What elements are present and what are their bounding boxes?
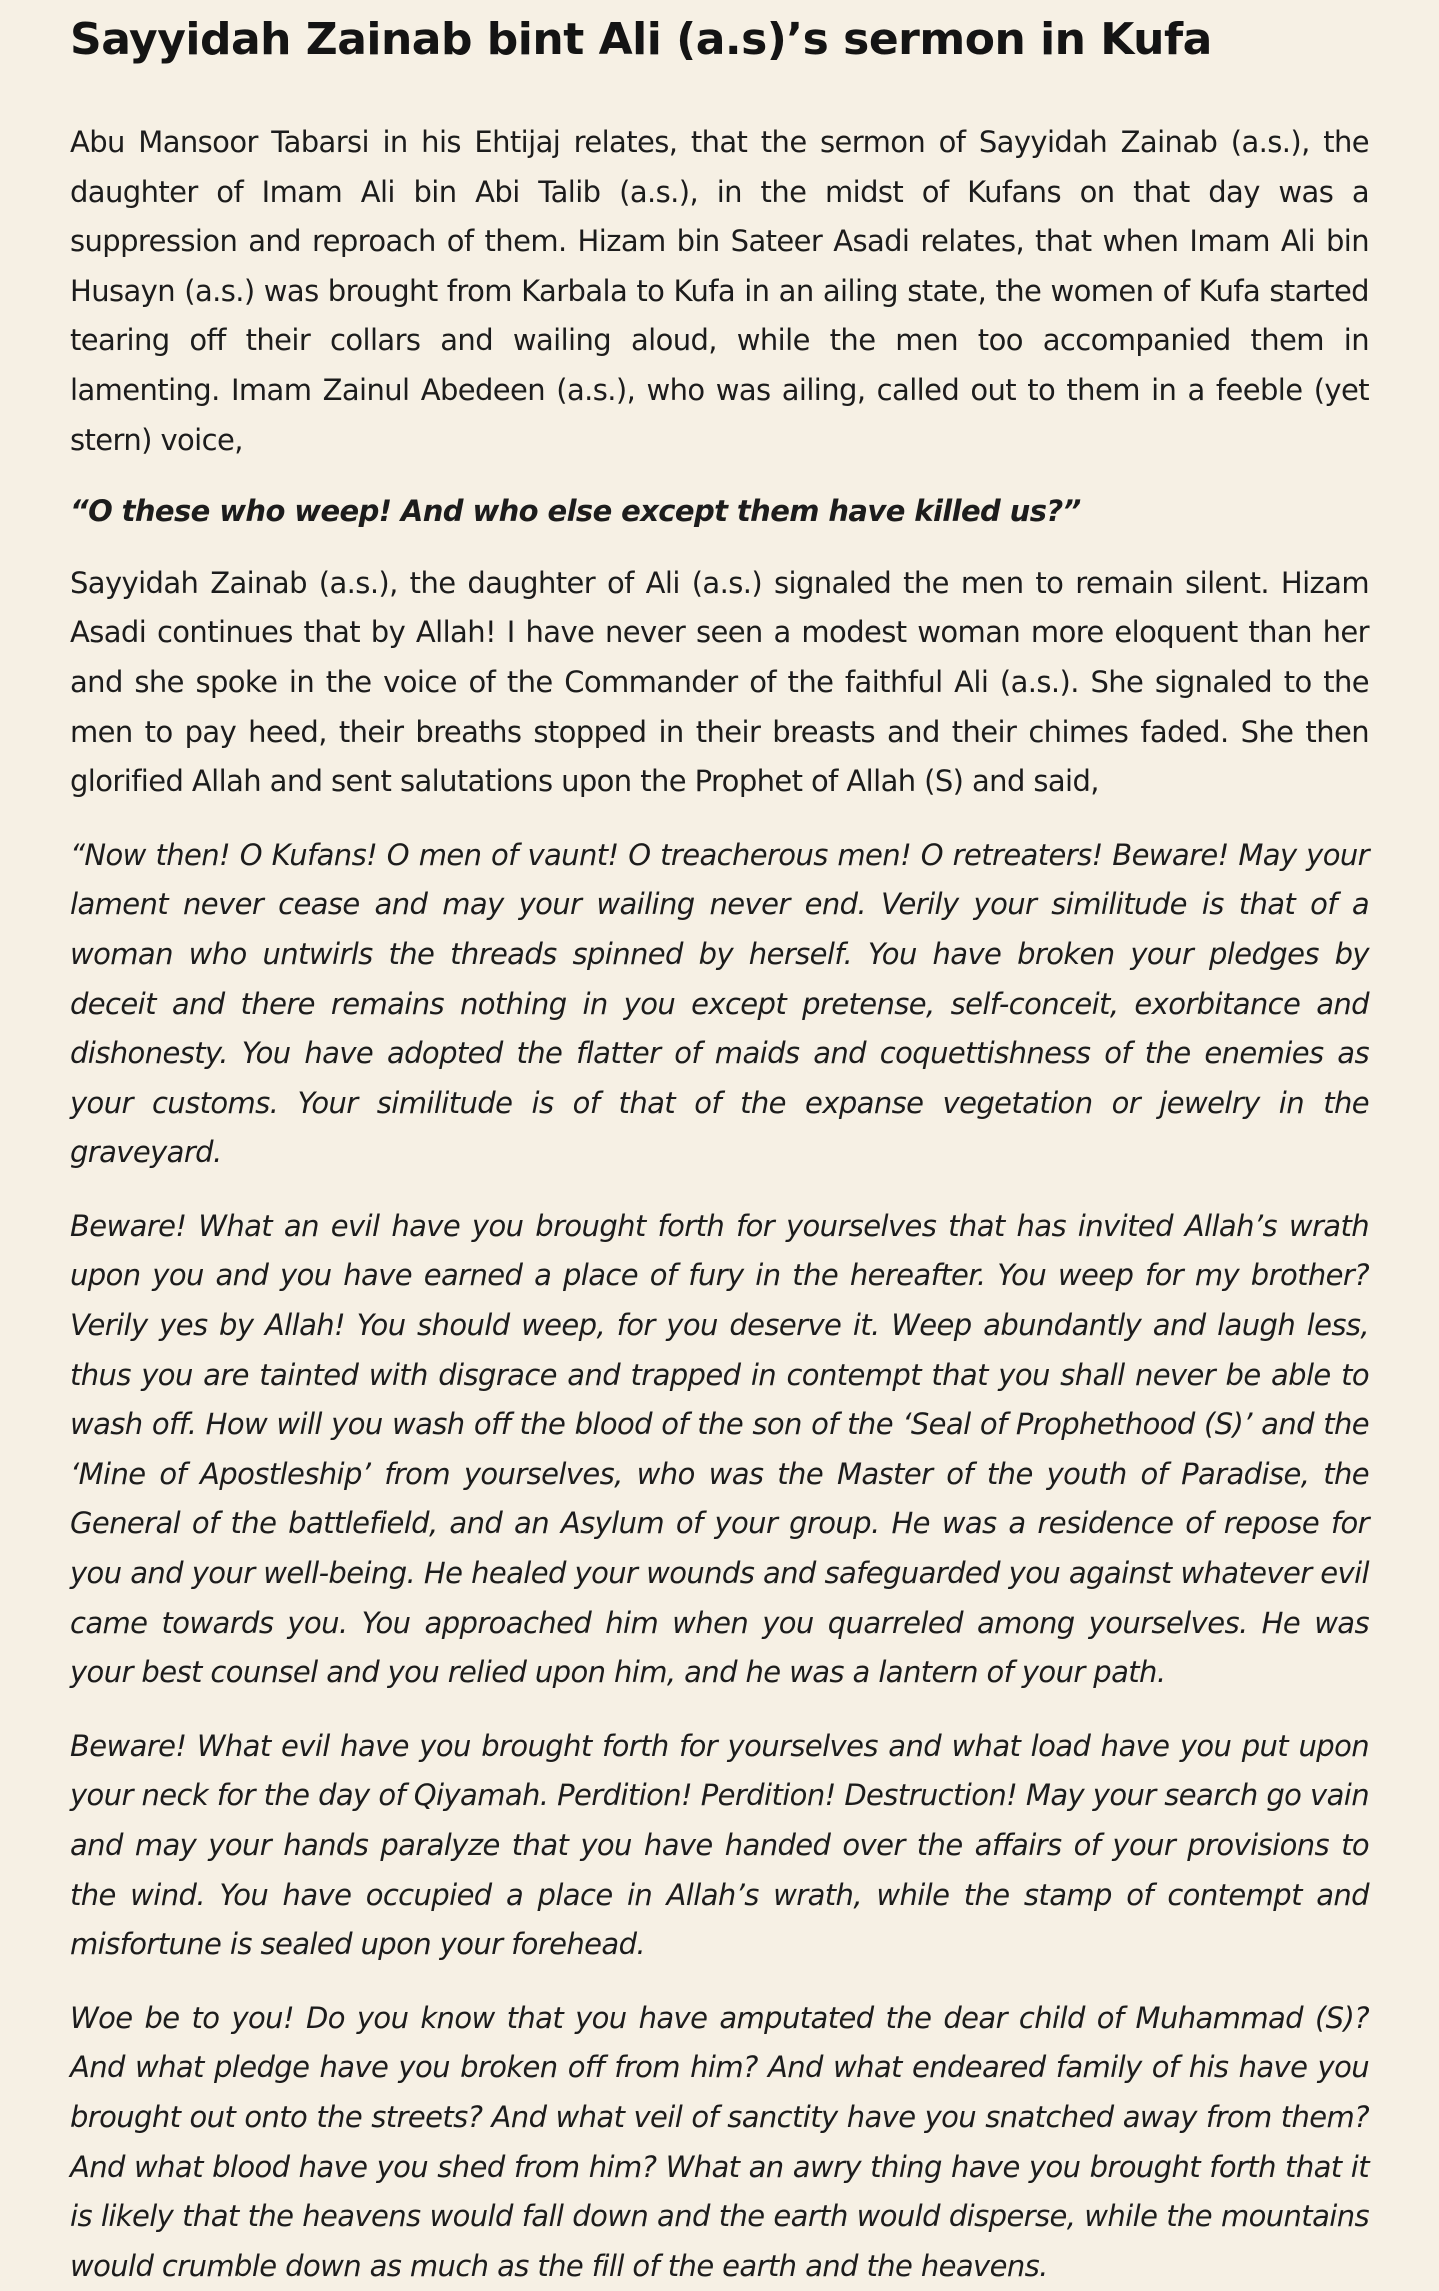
narration-paragraph: Sayyidah Zainab (a.s.), the daughter of Ali (a.s.) signaled the men to remain silent. Hizam Asadi continues that by Allah! I have never seen a modest woman more eloquent than her and she spoke in the voice of the Commander of the faithful Ali (a.s.). She signaled to the men to pay heed, their breaths stopped in their breasts and their chimes faded. She then glorified Allah and sent salutations upon the Prophet of Allah (S) and said, xyxy=(70,565,1369,799)
sermon-paragraph-3: Beware! What evil have you brought forth for yourselves and what load have you put upon your neck for the day of Qiyamah. Perdition! Perdition! Destruction! May your search go vain and may your hands paralyze that you have handed over the affairs of your provisions to the wind. You have occupied a place in Allah’s wrath, while the stamp of contempt and misfortune is sealed upon your forehead. xyxy=(70,1728,1369,1962)
intro-paragraph: Abu Mansoor Tabarsi in his Ehtijaj relates, that the sermon of Sayyidah Zainab (a.s.), the daughter of Imam Ali bin Abi Talib (a.s.), in the midst of Kufans on that day was a suppression and reproach of them. Hizam bin Sateer Asadi relates, that when Imam Ali bin Husayn (a.s.) was brought from Karbala to Kufa in an ailing state, the women of Kufa started tearing off their collars and wailing aloud, while the men too accompanied them in lamenting. Imam Zainul Abedeen (a.s.), who was ailing, called out to them in a feeble (yet stern) voice, xyxy=(70,125,1369,457)
sermon-paragraph-2: Beware! What an evil have you brought forth for yourselves that has invited Allah’s wrath upon you and you have earned a place of fury in the hereafter. You weep for my brother? Verily yes by Allah! You should weep, for you deserve it. Weep abundantly and laugh less, thus you are tainted with disgrace and trapped in contempt that you shall never be able to wash off. How will you wash off the blood of the son of the ‘Seal of Prophethood (S)’ and the ‘Mine of Apostleship’ from yourselves, who was the Master of the youth of Paradise, the General of the battlefield, and an Asylum of your group. He was a residence of repose for you and your well-being. He healed your wounds and safeguarded you against whatever evil came towards you. You approached him when you quarreled among yourselves. He was your best counsel and you relied upon him, and he was a lantern of your path. xyxy=(70,1208,1369,1690)
sermon-paragraph-1: “Now then! O Kufans! O men of vaunt! O treacherous men! O retreaters! Beware! May your lament never cease and may your wailing never end. Verily your similitude is that of a woman who untwirls the threads spinned by herself. You have broken your pledges by deceit and there remains nothing in you except pretense, self-conceit, exorbitance and dishonesty. You have adopted the flatter of maids and coquettishness of the enemies as your customs. Your similitude is of that of the expanse vegetation or jewelry in the graveyard. xyxy=(70,837,1369,1170)
page-title: Sayyidah Zainab bint Ali (a.s)’s sermon in Kufa xyxy=(70,14,1212,65)
imam-quote: “O these who weep! And who else except them have killed us?” xyxy=(70,494,1081,529)
sermon-paragraph-4: Woe be to you! Do you know that you have amputated the dear child of Muhammad (S)? And what pledge have you broken off from him? And what endeared family of his have you brought out onto the streets? And what veil of sanctity have you snatched away from them? And what blood have you shed from him? What an awry thing have you brought forth that it is likely that the heavens would fall down and the earth would disperse, while the mountains would crumble down as much as the fill of the earth and the heavens. xyxy=(70,2000,1369,2283)
